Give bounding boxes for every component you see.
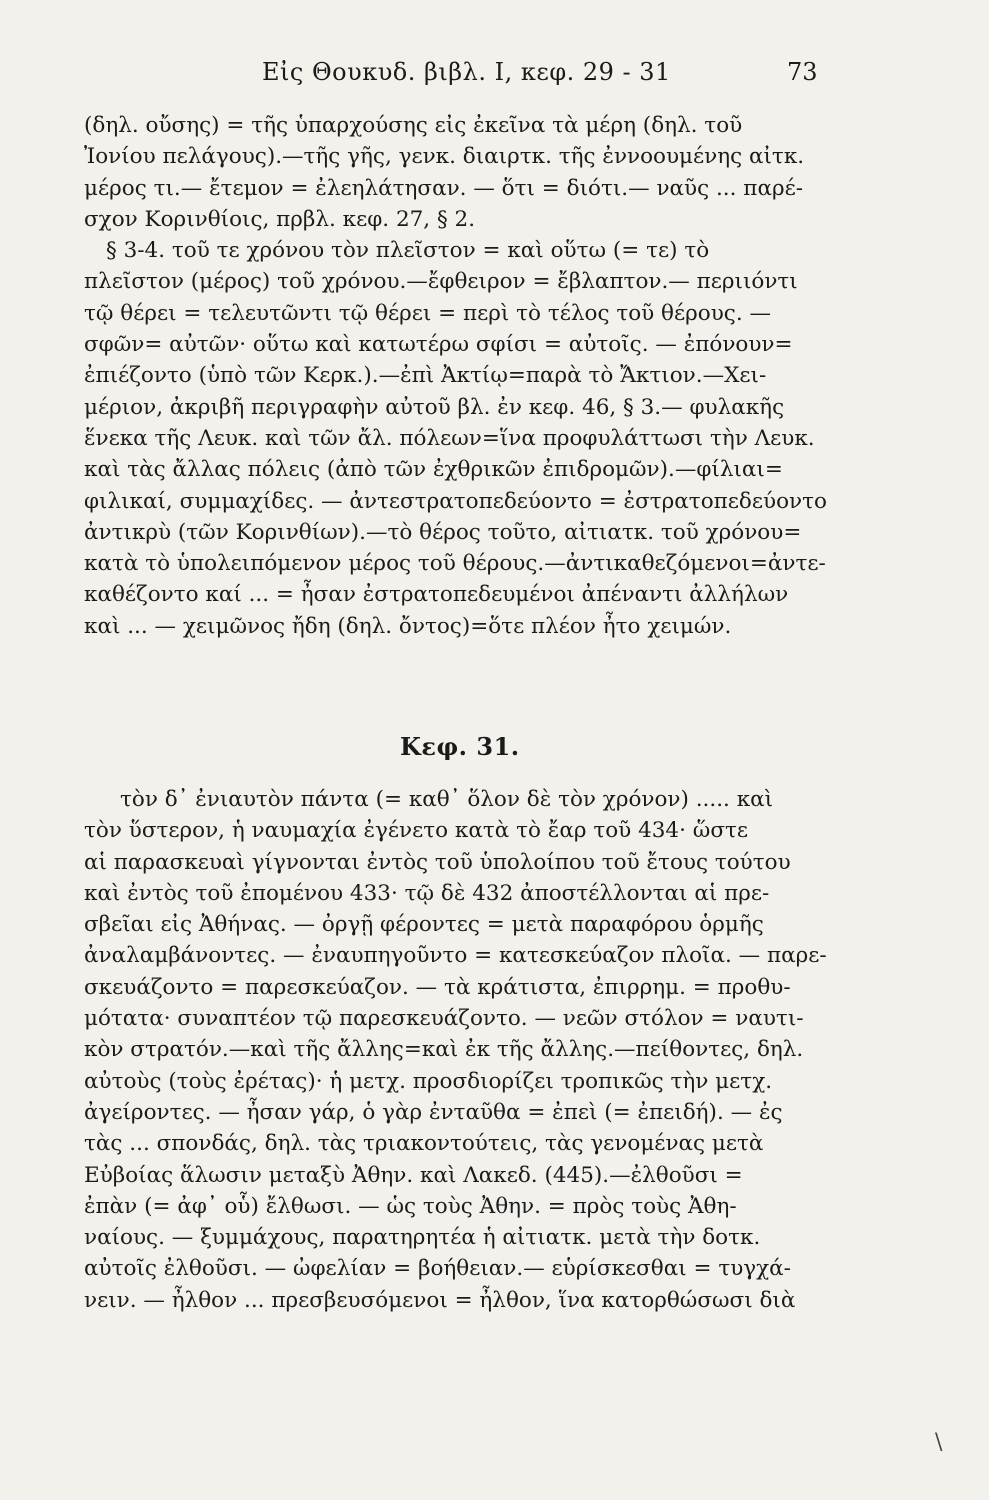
text-line: ἐπὰν (= ἀφ᾽ οὗ) ἔλθωσι. — ὡς τοὺς Ἀθην. = πρὸς τοὺς Ἀθη-: [84, 1193, 737, 1219]
text-line: τὸν ὕστερον, ἡ ναυμαχία ἐγένετο κατὰ τὸ ἔαρ τοῦ 434· ὥστε: [84, 818, 749, 844]
text-line: ἀντικρὺ (τῶν Κορινθίων).—τὸ θέρος τοῦτο, αἰτιατκ. τοῦ χρόνου=: [84, 519, 802, 545]
page-header: [0, 58, 989, 94]
text-line: καὶ ... — χειμῶνος ἤδη (δηλ. ὄντος)=ὅτε πλέον ἦτο χειμών.: [84, 613, 732, 639]
page-number: 73: [787, 58, 818, 86]
text-line: σφῶν= αὐτῶν· οὕτω καὶ κατωτέρω σφίσι = αὐτοῖς. — ἐπόνουν=: [84, 332, 793, 358]
text-line: καθέζοντο καί ... = ἦσαν ἐστρατοπεδευμένοι ἀπέναντι ἀλλήλων: [84, 582, 789, 608]
text-line: αὐτοῖς ἐλθοῦσι. — ὠφελίαν = βοήθειαν.— εὑρίσκεσθαι = τυγχά-: [84, 1256, 791, 1282]
text-line: ναίους. — ξυμμάχους, παρατηρητέα ἡ αἰτιατκ. μετὰ τὴν δοτκ.: [84, 1225, 761, 1251]
text-line: καὶ τὰς ἄλλας πόλεις (ἀπὸ τῶν ἐχθρικῶν ἐπιδρομῶν).—φίλιαι=: [84, 457, 783, 483]
text-line: πλεῖστον (μέρος) τοῦ χρόνου.—ἔφθειρον = ἔβλαπτον.— περιιόντι: [84, 269, 798, 295]
text-line: σβεῖαι εἰς Ἀθήνας. — ὀργῇ φέροντες = μετὰ παραφόρου ὁρμῆς: [84, 912, 764, 938]
text-line: ἕνεκα τῆς Λευκ. καὶ τῶν ἄλ. πόλεων=ἵνα προφυλάττωσι τὴν Λευκ.: [84, 425, 815, 451]
text-line: αἱ παρασκευαὶ γίγνονται ἐντὸς τοῦ ὑπολοίπου τοῦ ἔτους τούτου: [84, 849, 791, 875]
text-line: μότατα· συναπτέον τῷ παρεσκευάζοντο. — νεῶν στόλον = ναυτι-: [84, 1006, 804, 1032]
text-line: μέρος τι.— ἔτεμον = ἐλεηλάτησαν. — ὅτι = διότι.— ναῦς ... παρέ-: [84, 175, 804, 201]
text-line: ἐπιέζοντο (ὑπὸ τῶν Κερκ.).—ἐπὶ Ἀκτίῳ=παρὰ τὸ Ἄκτιον.—Χει-: [84, 363, 767, 389]
text-line: τὰς ... σπονδάς, δηλ. τὰς τριακοντούτεις, τὰς γενομένας μετὰ: [84, 1131, 764, 1157]
text-line: κὸν στρατόν.—καὶ τῆς ἄλλης=καὶ ἐκ τῆς ἄλλης.—πείθοντες, δηλ.: [84, 1037, 804, 1063]
text-line: Εὐβοίας ἅλωσιν μεταξὺ Ἀθην. καὶ Λακεδ. (445).—ἐλθοῦσι =: [84, 1162, 743, 1188]
text-line: (δηλ. οὔσης) = τῆς ὑπαρχούσης εἰς ἐκεῖνα τὰ μέρη (δηλ. τοῦ: [84, 113, 743, 138]
section-heading: Κεφ. 31.: [400, 732, 520, 761]
text-line: § 3-4. τοῦ τε χρόνου τὸν πλεῖστον = καὶ οὕτω (= τε) τὸ: [106, 238, 710, 264]
margin-mark: \: [935, 1430, 943, 1455]
commentary-paragraph: [84, 110, 854, 642]
text-line: φιλικαί, συμμαχίδες. — ἀντεστρατοπεδεύοντο = ἐστρατοπεδεύοντο: [84, 488, 827, 514]
text-line: κατὰ τὸ ὑπολειπόμενον μέρος τοῦ θέρους.—ἀντικαθεζόμενοι=ἀντε-: [84, 551, 826, 577]
text-line: νειν. — ἦλθον ... πρεσβευσόμενοι = ἦλθον, ἵνα κατορθώσωσι διὰ: [84, 1287, 796, 1313]
text-line: σκευάζοντο = παρεσκεύαζον. — τὰ κράτιστα, ἐπιρρημ. = προθυ-: [84, 974, 791, 1000]
text-line: Ἰονίου πελάγους).—τῆς γῆς, γενκ. διαιρτκ. τῆς ἐννοουμένης αἰτκ.: [84, 144, 805, 170]
text-line: ἀγείροντες. — ἦσαν γάρ, ὁ γὰρ ἐνταῦθα = ἐπεὶ (= ἐπειδή). — ἐς: [84, 1099, 783, 1125]
section-paragraph: [84, 784, 854, 1316]
text-line: αὐτοὺς (τοὺς ἐρέτας)· ἡ μετχ. προσδιορίζει τροπικῶς τὴν μετχ.: [84, 1068, 773, 1094]
running-title: Εἰς Θουκυδ. βιβλ. Ι, κεφ. 29 - 31: [262, 58, 671, 86]
text-line: τὸν δ᾽ ἐνιαυτὸν πάντα (= καθ᾽ ὅλον δὲ τὸν χρόνον) ..... καὶ: [120, 787, 774, 812]
text-line: τῷ θέρει = τελευτῶντι τῷ θέρει = περὶ τὸ τέλος τοῦ θέρους. —: [84, 300, 772, 326]
text-line: σχον Κορινθίοις, πρβλ. κεφ. 27, § 2.: [84, 206, 476, 232]
text-line: μέριον, ἀκριβῆ περιγραφὴν αὐτοῦ βλ. ἐν κεφ. 46, § 3.— φυλακῆς: [84, 394, 785, 420]
text-line: ἀναλαμβάνοντες. — ἐναυπηγοῦντο = κατεσκεύαζον πλοῖα. — παρε-: [84, 943, 827, 969]
text-line: καὶ ἐντὸς τοῦ ἐπομένου 433· τῷ δὲ 432 ἀποστέλλονται αἱ πρε-: [84, 880, 770, 906]
